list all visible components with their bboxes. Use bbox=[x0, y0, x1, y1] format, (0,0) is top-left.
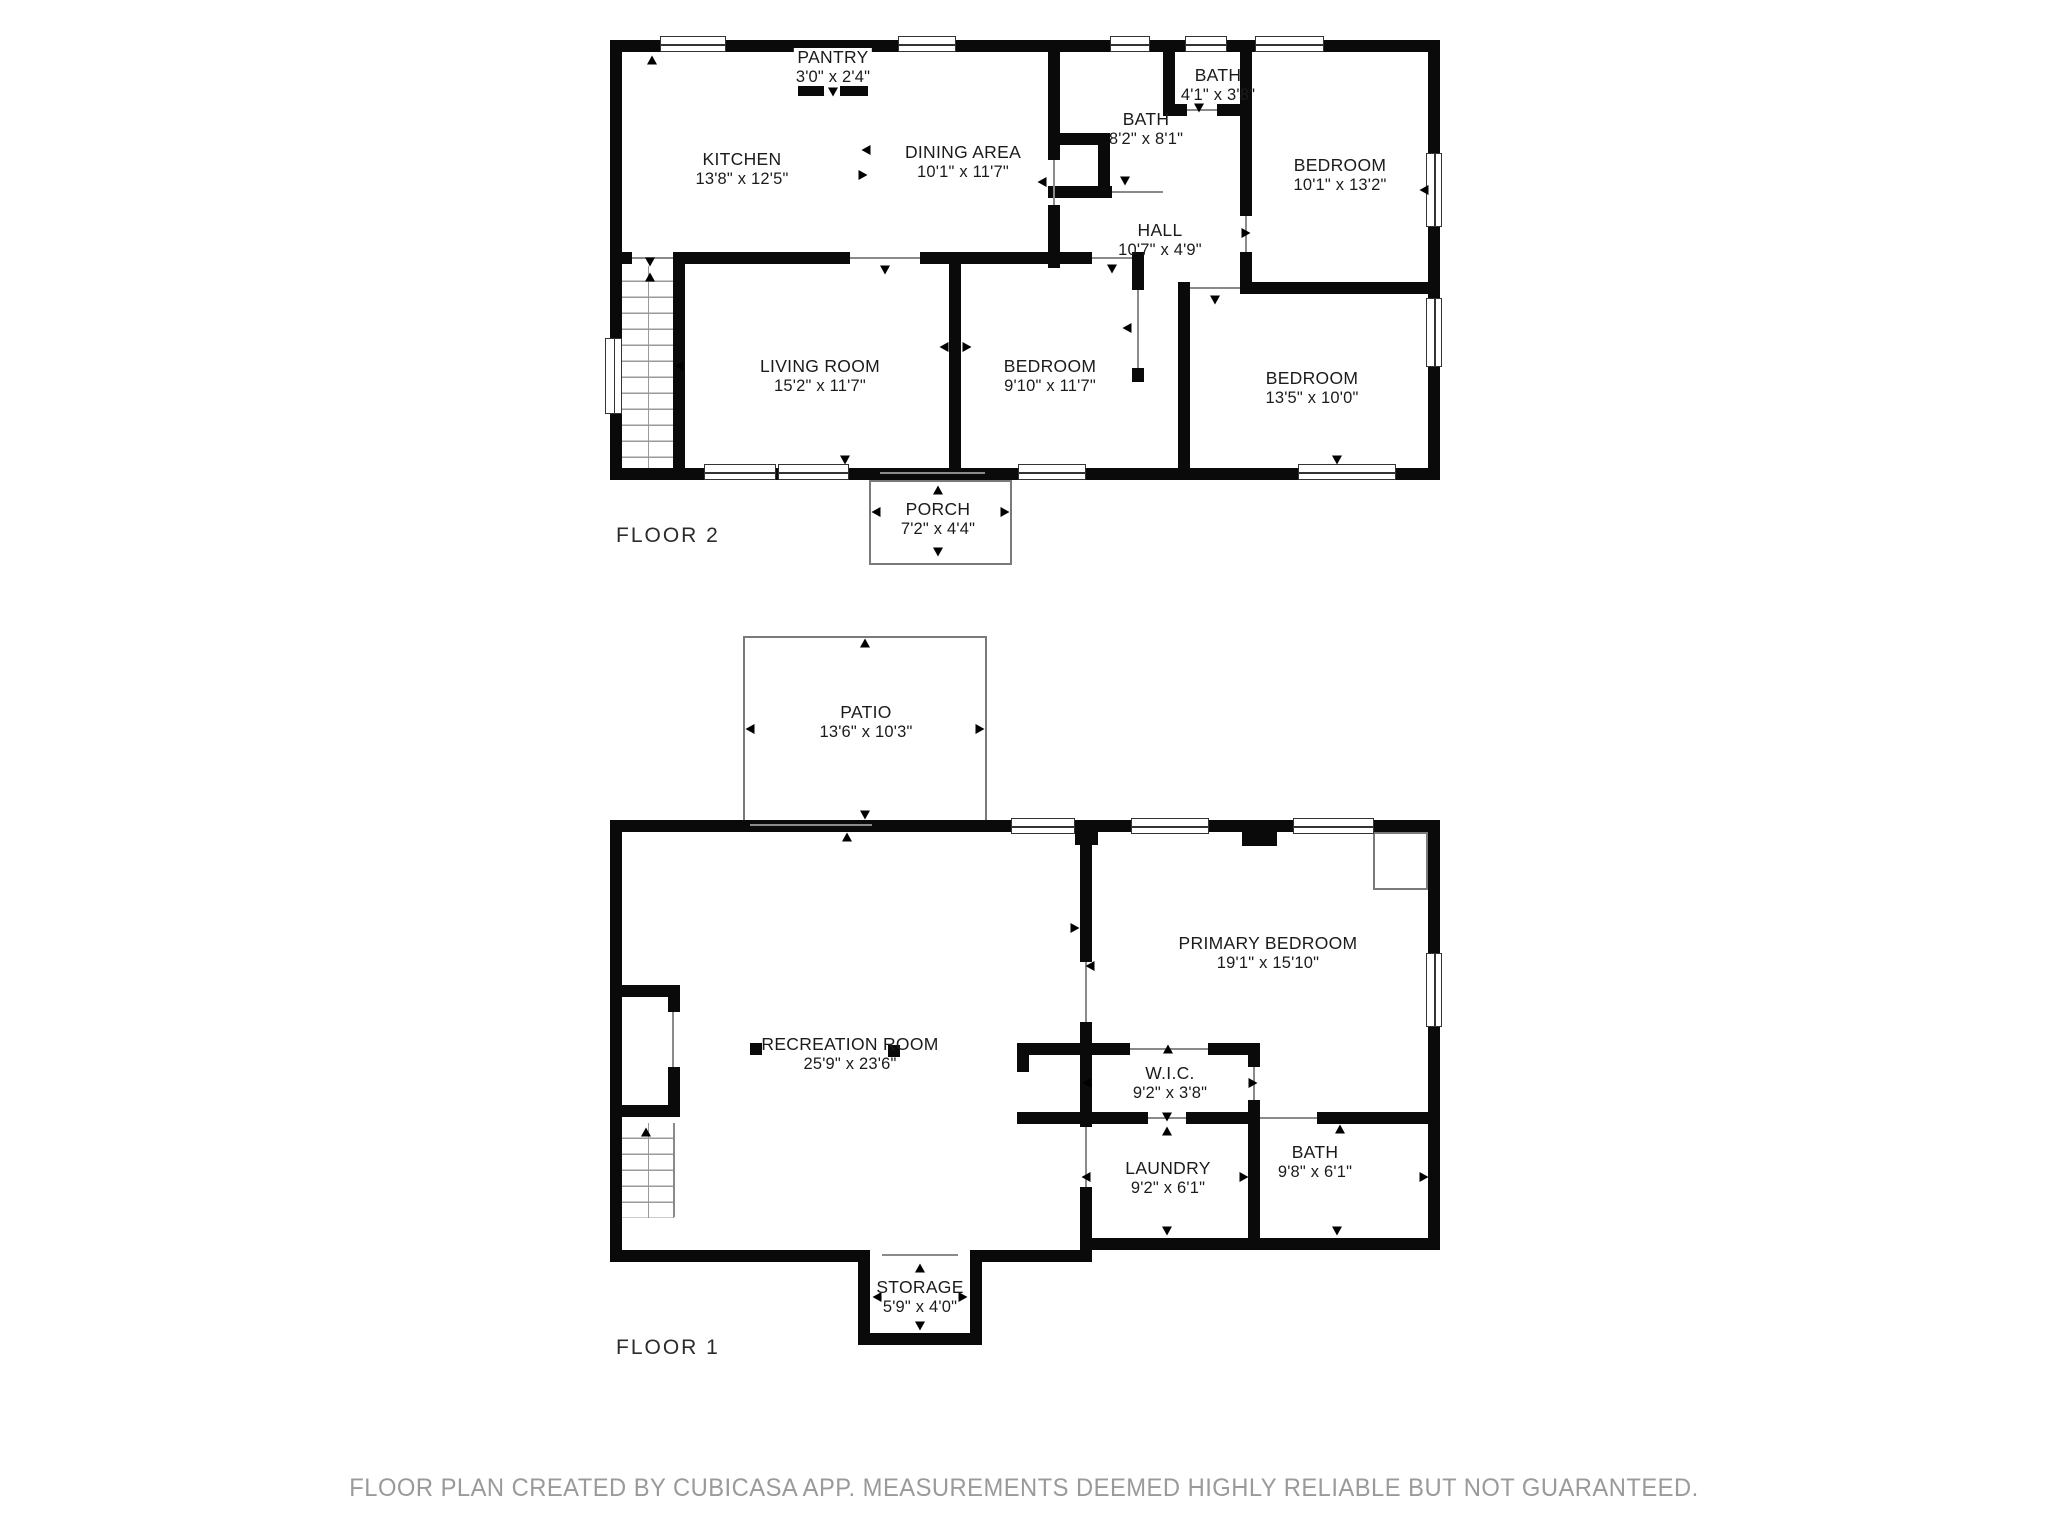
room-dimensions: 9'2" x 3'8" bbox=[1132, 1083, 1208, 1102]
window-icon bbox=[660, 36, 726, 52]
room-name: BATH bbox=[1122, 109, 1170, 129]
wall-segment bbox=[1080, 1238, 1440, 1250]
door-arrow-icon bbox=[1086, 961, 1095, 971]
wall-segment bbox=[1017, 1043, 1130, 1055]
door-opening-line bbox=[1112, 191, 1163, 193]
window-glass-line bbox=[1299, 472, 1395, 474]
door-opening-line bbox=[1137, 290, 1139, 368]
window-icon bbox=[1298, 464, 1396, 480]
door-arrow-icon bbox=[963, 342, 972, 352]
window-icon bbox=[778, 464, 849, 480]
door-arrow-icon bbox=[1083, 1078, 1092, 1088]
room-dimensions: 8'2" x 8'1" bbox=[1108, 129, 1184, 148]
wall-segment bbox=[1080, 1187, 1092, 1250]
room-name: W.I.C. bbox=[1145, 1063, 1195, 1083]
door-arrow-icon bbox=[1082, 1172, 1091, 1182]
door-arrow-icon bbox=[880, 266, 890, 275]
door-arrow-icon bbox=[1210, 296, 1220, 305]
room-name: PORCH bbox=[905, 499, 971, 519]
room-dimensions: 19'1" x 15'10" bbox=[1216, 953, 1320, 972]
room-name: LAUNDRY bbox=[1125, 1158, 1211, 1178]
room-label bbox=[901, 500, 975, 538]
room-dimensions: 13'6" x 10'3" bbox=[819, 722, 913, 741]
door-arrow-icon bbox=[860, 639, 870, 648]
wall-segment bbox=[1240, 282, 1428, 294]
room-label bbox=[1004, 357, 1097, 395]
wall-segment bbox=[1048, 186, 1112, 198]
window-icon bbox=[1185, 36, 1227, 52]
wall-segment bbox=[610, 252, 632, 264]
open-area-outline bbox=[1373, 832, 1428, 890]
window-icon bbox=[898, 36, 956, 52]
door-arrow-icon bbox=[1249, 1078, 1258, 1088]
room-label bbox=[794, 48, 872, 86]
staircase-icon bbox=[622, 266, 673, 468]
wall-segment bbox=[673, 252, 850, 264]
window-glass-line bbox=[899, 44, 955, 46]
room-dimensions: 7'2" x 4'4" bbox=[900, 519, 976, 538]
window-icon bbox=[1255, 36, 1324, 52]
room-dimensions: 10'1" x 13'2" bbox=[1293, 175, 1387, 194]
door-arrow-icon bbox=[645, 273, 655, 282]
wall-segment bbox=[668, 997, 680, 1012]
room-label bbox=[905, 143, 1021, 181]
column-post bbox=[750, 1043, 762, 1055]
room-dimensions: 13'8" x 12'5" bbox=[695, 169, 789, 188]
door-arrow-icon bbox=[1071, 923, 1080, 933]
room-name: PRIMARY BEDROOM bbox=[1178, 933, 1358, 953]
door-arrow-icon bbox=[1038, 177, 1047, 187]
room-label bbox=[1265, 369, 1358, 407]
wall-segment bbox=[610, 1250, 870, 1262]
wall-segment bbox=[1428, 820, 1440, 1250]
room-name: STORAGE bbox=[876, 1277, 964, 1297]
window-glass-line bbox=[1294, 826, 1373, 828]
room-label bbox=[1133, 1064, 1207, 1102]
room-name: DINING AREA bbox=[904, 142, 1022, 162]
door-arrow-icon bbox=[872, 507, 881, 517]
room-name: PANTRY bbox=[797, 47, 869, 67]
door-arrow-icon bbox=[1332, 456, 1342, 465]
staircase-icon bbox=[622, 1123, 673, 1218]
room-label bbox=[1181, 66, 1255, 104]
room-name: KITCHEN bbox=[702, 149, 782, 169]
door-arrow-icon bbox=[1332, 1227, 1342, 1236]
door-arrow-icon bbox=[1162, 1127, 1172, 1136]
door-arrow-icon bbox=[976, 724, 985, 734]
floor-1-label: FLOOR 1 bbox=[616, 1336, 720, 1359]
room-dimensions: 13'5" x 10'0" bbox=[1265, 388, 1359, 407]
floor-2-label: FLOOR 2 bbox=[616, 524, 720, 547]
window-glass-line bbox=[1111, 44, 1149, 46]
wall-segment bbox=[970, 1250, 982, 1345]
room-label bbox=[819, 703, 912, 741]
room-name: BEDROOM bbox=[1265, 368, 1359, 388]
door-arrow-icon bbox=[675, 361, 684, 371]
wall-segment bbox=[1048, 252, 1092, 264]
staircase-center-line bbox=[648, 1123, 650, 1218]
door-arrow-icon bbox=[746, 724, 755, 734]
window-icon bbox=[1131, 818, 1209, 834]
room-dimensions: 10'7" x 4'9" bbox=[1118, 240, 1202, 259]
door-arrow-icon bbox=[641, 1128, 651, 1137]
wall-segment bbox=[1080, 1055, 1092, 1127]
door-opening-line bbox=[1190, 287, 1240, 289]
room-label bbox=[1179, 934, 1358, 972]
wall-segment bbox=[610, 1105, 680, 1117]
door-arrow-icon bbox=[860, 811, 870, 820]
door-arrow-icon bbox=[1001, 507, 1010, 517]
room-label bbox=[1293, 156, 1386, 194]
door-opening-line bbox=[750, 824, 872, 826]
wall-segment bbox=[1248, 1043, 1260, 1067]
door-arrow-icon bbox=[645, 258, 655, 267]
door-arrow-icon bbox=[1420, 185, 1429, 195]
window-icon bbox=[1426, 298, 1442, 367]
window-glass-line bbox=[1256, 44, 1323, 46]
wall-segment bbox=[1017, 1043, 1029, 1072]
window-glass-line bbox=[1186, 44, 1226, 46]
wall-segment bbox=[610, 985, 680, 997]
door-arrow-icon bbox=[933, 548, 943, 557]
room-name: RECREATION ROOM bbox=[761, 1034, 939, 1054]
room-label bbox=[1109, 110, 1183, 148]
wall-segment bbox=[858, 1250, 870, 1345]
room-name: LIVING ROOM bbox=[760, 356, 880, 376]
door-arrow-icon bbox=[1162, 1113, 1172, 1122]
window-glass-line bbox=[1132, 826, 1208, 828]
room-name: BEDROOM bbox=[1003, 356, 1097, 376]
door-opening-line bbox=[1260, 1117, 1317, 1119]
room-dimensions: 4'1" x 3'8" bbox=[1180, 85, 1256, 104]
door-arrow-icon bbox=[933, 486, 943, 495]
door-arrow-icon bbox=[862, 145, 871, 155]
wall-segment bbox=[1080, 832, 1092, 962]
window-icon bbox=[1018, 464, 1086, 480]
room-label bbox=[695, 150, 788, 188]
wall-segment bbox=[858, 1333, 982, 1345]
door-arrow-icon bbox=[1420, 1172, 1429, 1182]
window-icon bbox=[1110, 36, 1150, 52]
window-glass-line bbox=[779, 472, 848, 474]
wall-segment bbox=[1178, 282, 1190, 468]
window-glass-line bbox=[614, 339, 616, 413]
room-dimensions: 5'9" x 4'0" bbox=[882, 1297, 958, 1316]
room-label bbox=[1278, 1143, 1352, 1181]
room-dimensions: 3'0" x 2'4" bbox=[795, 67, 871, 86]
room-name: PATIO bbox=[840, 702, 892, 722]
window-glass-line bbox=[1012, 826, 1074, 828]
door-opening-line bbox=[882, 1254, 958, 1256]
window-glass-line bbox=[1434, 154, 1436, 226]
wall-segment bbox=[1248, 1124, 1260, 1250]
door-arrow-icon bbox=[1194, 104, 1204, 113]
room-dimensions: 9'2" x 6'1" bbox=[1130, 1178, 1206, 1197]
window-icon bbox=[1293, 818, 1374, 834]
window-glass-line bbox=[705, 472, 775, 474]
wall-segment bbox=[949, 264, 961, 468]
room-dimensions: 9'10" x 11'7" bbox=[1004, 376, 1096, 395]
door-arrow-icon bbox=[828, 88, 838, 97]
room-label bbox=[876, 1278, 963, 1316]
door-arrow-icon bbox=[940, 342, 949, 352]
room-dimensions: 9'8" x 6'1" bbox=[1277, 1162, 1353, 1181]
door-opening-line bbox=[880, 472, 985, 474]
room-label bbox=[761, 1035, 938, 1073]
door-arrow-icon bbox=[1120, 177, 1130, 186]
door-arrow-icon bbox=[1123, 323, 1132, 333]
door-arrow-icon bbox=[1107, 265, 1117, 274]
room-dimensions: 15'2" x 11'7" bbox=[774, 376, 866, 395]
wall-segment bbox=[1248, 1100, 1260, 1124]
window-icon bbox=[605, 338, 622, 414]
wall-segment bbox=[610, 820, 622, 1262]
door-arrow-icon bbox=[1162, 1227, 1172, 1236]
wall-segment bbox=[673, 252, 685, 468]
disclaimer-text: FLOOR PLAN CREATED BY CUBICASA APP. MEASUREMENTS DEEMED HIGHLY RELIABLE BUT NOT GUARANTEED. bbox=[349, 1474, 1699, 1502]
room-name: HALL bbox=[1137, 220, 1183, 240]
window-glass-line bbox=[1434, 299, 1436, 366]
door-arrow-icon bbox=[1163, 1045, 1173, 1054]
door-arrow-icon bbox=[647, 56, 657, 65]
door-opening-line bbox=[850, 257, 920, 259]
wall-segment bbox=[1428, 40, 1440, 480]
wall-segment bbox=[970, 1250, 1092, 1262]
window-glass-line bbox=[1434, 954, 1436, 1026]
door-arrow-icon bbox=[842, 833, 852, 842]
room-name: BATH bbox=[1194, 65, 1242, 85]
wall-segment bbox=[1317, 1112, 1428, 1124]
wall-segment bbox=[920, 252, 1048, 264]
window-icon bbox=[1011, 818, 1075, 834]
window-glass-line bbox=[661, 44, 725, 46]
wall-segment bbox=[1132, 368, 1144, 382]
window-glass-line bbox=[1019, 472, 1085, 474]
door-arrow-icon bbox=[859, 170, 868, 180]
door-arrow-icon bbox=[1240, 1172, 1249, 1182]
staircase-center-line bbox=[648, 266, 650, 468]
window-icon bbox=[1426, 953, 1442, 1027]
room-label bbox=[760, 357, 880, 395]
room-label bbox=[1125, 1159, 1210, 1197]
room-dimensions: 25'9" x 23'6" bbox=[803, 1054, 897, 1073]
door-opening-line bbox=[1053, 160, 1055, 205]
room-name: BEDROOM bbox=[1293, 155, 1387, 175]
door-opening-line bbox=[1085, 962, 1087, 1022]
door-arrow-icon bbox=[915, 1264, 925, 1273]
door-arrow-icon bbox=[1242, 228, 1251, 238]
door-arrow-icon bbox=[840, 456, 850, 465]
door-arrow-icon bbox=[1335, 1125, 1345, 1134]
room-name: BATH bbox=[1291, 1142, 1339, 1162]
room-label bbox=[1118, 221, 1202, 259]
door-arrow-icon bbox=[915, 1322, 925, 1331]
door-opening-line bbox=[672, 1012, 674, 1067]
door-opening-line bbox=[673, 1123, 675, 1217]
window-icon bbox=[704, 464, 776, 480]
wall-segment bbox=[1242, 832, 1277, 846]
room-dimensions: 10'1" x 11'7" bbox=[917, 162, 1009, 181]
